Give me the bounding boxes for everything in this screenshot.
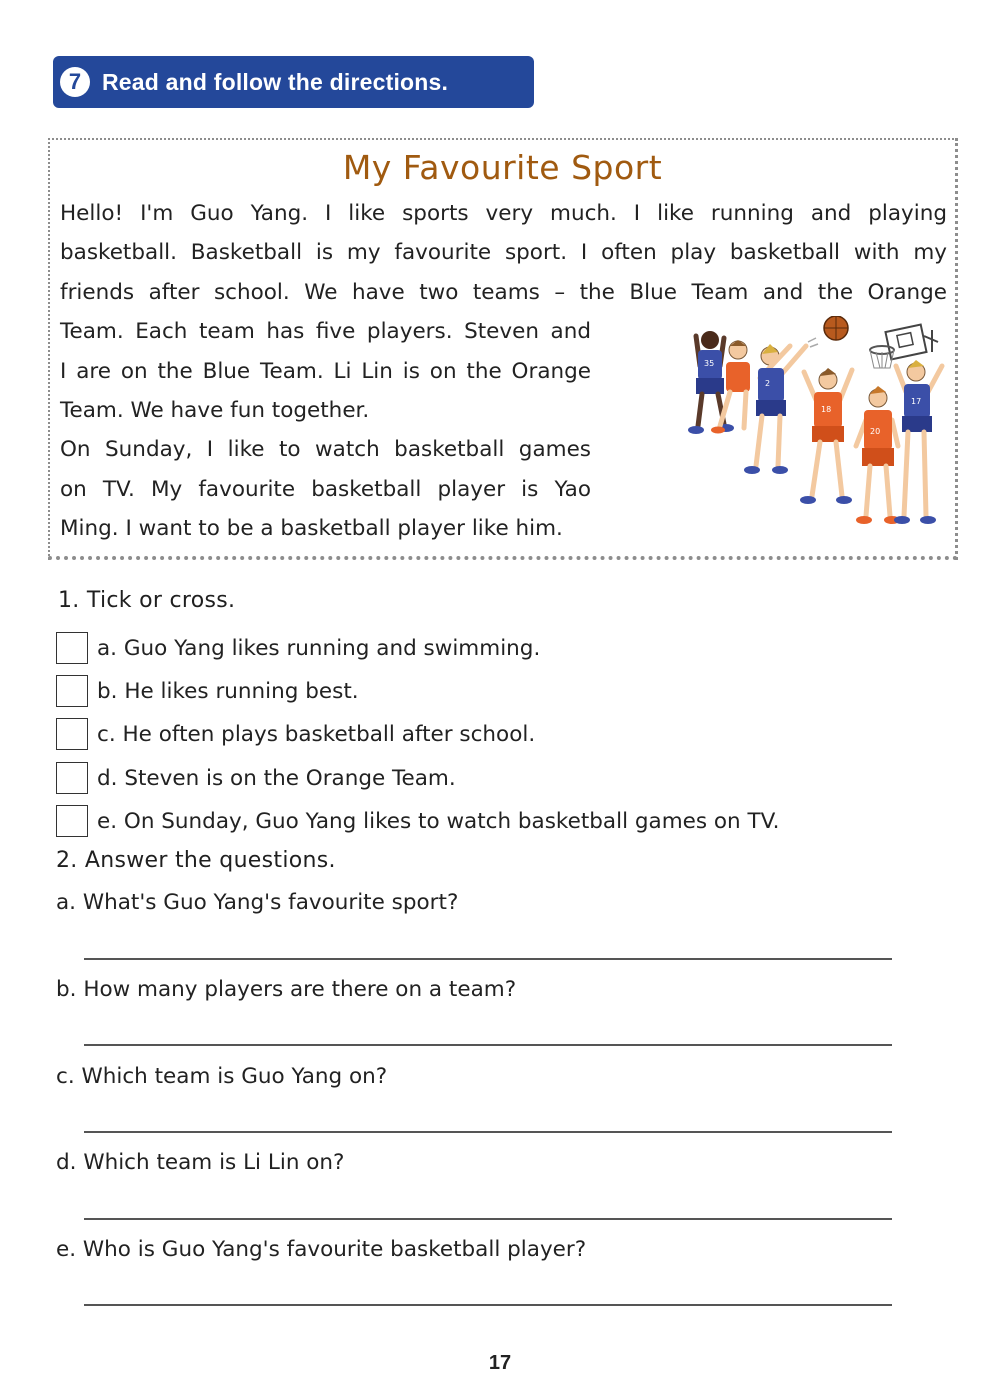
basketball-icon — [808, 316, 848, 347]
tick-item-text: c. He often plays basketball after school. — [97, 721, 536, 747]
answer-line[interactable] — [84, 1044, 892, 1046]
basketball-players-illustration — [620, 316, 950, 536]
tick-item — [56, 630, 540, 666]
player-orange-18 — [800, 368, 852, 504]
passage-line: Team. Each team has five players. Steven and — [60, 319, 591, 345]
jersey-number: 18 — [821, 405, 832, 414]
jersey-number: 2 — [765, 379, 771, 388]
answer-line[interactable] — [84, 1218, 892, 1220]
tick-item — [56, 716, 535, 752]
activity-instruction: Read and follow the directions. — [102, 68, 449, 95]
player-blue-2 — [744, 344, 806, 474]
tick-checkbox[interactable] — [56, 675, 88, 707]
answer-line[interactable] — [84, 1131, 892, 1133]
basketball-hoop-icon — [870, 325, 938, 368]
tick-checkbox[interactable] — [56, 762, 88, 794]
activity-number-badge: 7 — [60, 67, 90, 97]
passage-line: Hello! I'm Guo Yang. I like sports very much. I like running and playing — [60, 201, 947, 226]
page-number: 17 — [488, 1352, 512, 1374]
question-text: d. Which team is Li Lin on? — [56, 1150, 345, 1175]
question-text: b. How many players are there on a team? — [56, 977, 517, 1002]
section-2-heading: 2. Answer the questions. — [56, 848, 336, 873]
question-text: c. Which team is Guo Yang on? — [56, 1064, 388, 1089]
tick-checkbox[interactable] — [56, 805, 88, 837]
player-orange-20 — [856, 386, 900, 524]
player-blue-17 — [894, 360, 942, 524]
activity-header — [53, 56, 534, 108]
jersey-number: 35 — [704, 359, 715, 368]
passage-line: Team. We have fun together. — [60, 398, 370, 424]
tick-checkbox[interactable] — [56, 632, 88, 664]
question-text: a. What's Guo Yang's favourite sport? — [56, 890, 459, 915]
tick-item-text: a. Guo Yang likes running and swimming. — [97, 635, 541, 661]
passage-line: basketball. Basketball is my favourite sport. I often play basketball with my — [60, 240, 947, 266]
passage-line: I are on the Blue Team. Li Lin is on the Orange — [60, 358, 591, 384]
passage-line: on TV. My favourite basketball player is Yao — [60, 476, 591, 502]
tick-item — [56, 673, 359, 709]
tick-item-text: e. On Sunday, Guo Yang likes to watch basketball games on TV. — [97, 808, 780, 834]
jersey-number: 17 — [911, 397, 922, 406]
jersey-number: 20 — [870, 427, 881, 436]
passage-line: On Sunday, I like to watch basketball games — [60, 437, 591, 463]
answer-line[interactable] — [84, 958, 892, 960]
passage-title: My Favourite Sport — [342, 148, 663, 187]
tick-item-text: d. Steven is on the Orange Team. — [97, 765, 456, 791]
section-1-heading: 1. Tick or cross. — [58, 588, 236, 613]
passage-line: friends after school. We have two teams – the Blue Team and the Orange — [60, 279, 947, 305]
reading-passage-box — [48, 138, 958, 560]
tick-item — [56, 760, 456, 796]
answer-line[interactable] — [84, 1304, 892, 1306]
tick-checkbox[interactable] — [56, 718, 88, 750]
tick-item — [56, 803, 779, 839]
tick-item-text: b. He likes running best. — [97, 678, 359, 704]
question-text: e. Who is Guo Yang's favourite basketball player? — [56, 1237, 587, 1262]
passage-line: Ming. I want to be a basketball player like him. — [60, 516, 563, 542]
